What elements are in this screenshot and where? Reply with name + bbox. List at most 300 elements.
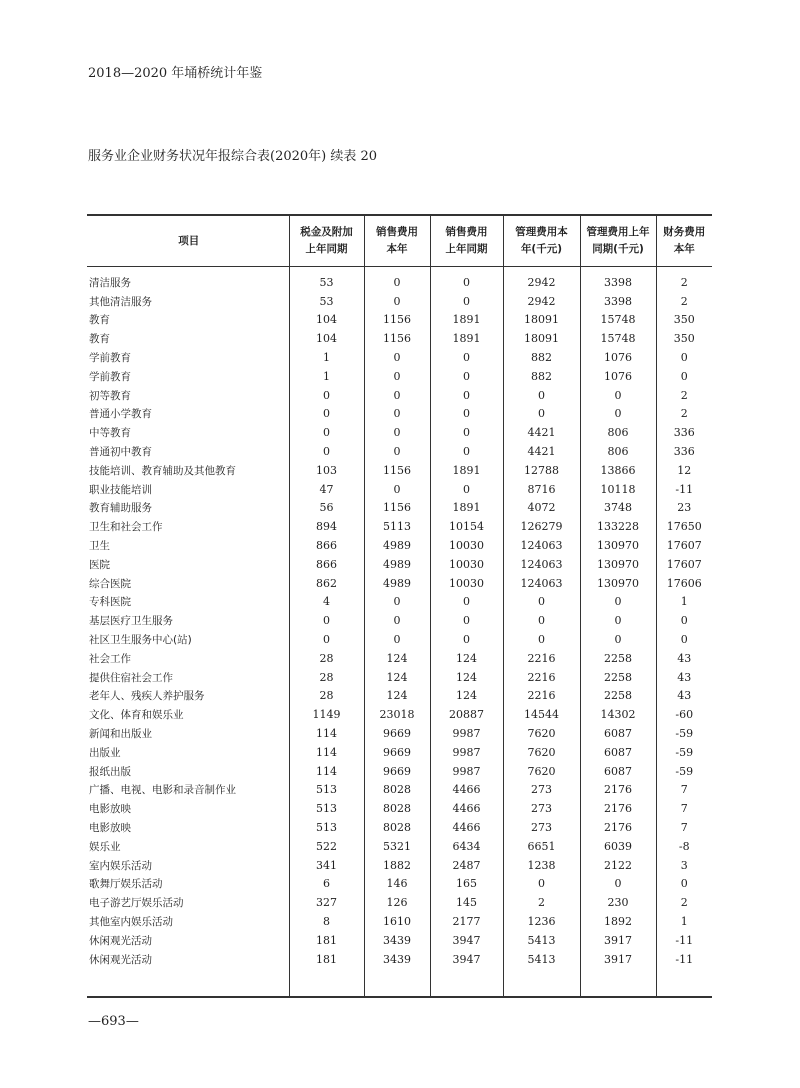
table-row — [87, 781, 712, 800]
table-cell: 1 — [289, 367, 364, 386]
table-cell: 0 — [364, 442, 430, 461]
table-cell: 1076 — [580, 348, 656, 367]
column-header-line: 同期(千元) — [592, 243, 644, 255]
table-cell: 2258 — [580, 668, 656, 687]
table-cell: 1 — [656, 912, 712, 931]
table-cell: 2258 — [580, 649, 656, 668]
row-label: 其他室内娱乐活动 — [89, 915, 173, 928]
table-cell: 6087 — [580, 762, 656, 781]
table-cell: 10030 — [430, 555, 503, 574]
table-cell: 9987 — [430, 724, 503, 743]
table-row — [87, 799, 712, 818]
table-row — [87, 517, 712, 536]
table-cell: 0 — [503, 875, 580, 894]
table-cell: 350 — [656, 329, 712, 348]
table-cell: 894 — [289, 517, 364, 536]
row-label: 新闻和出版业 — [89, 728, 152, 741]
table-cell: 0 — [289, 423, 364, 442]
column-header-line: 管理费用本 — [515, 226, 568, 238]
table-row — [87, 311, 712, 330]
table-cell: 1156 — [364, 499, 430, 518]
table-cell: 7 — [656, 781, 712, 800]
table-cell: 20887 — [430, 705, 503, 724]
table-cell: 0 — [503, 405, 580, 424]
row-label: 综合医院 — [89, 577, 131, 590]
table-cell: -59 — [656, 743, 712, 762]
table-cell: 2176 — [580, 781, 656, 800]
table-cell: -11 — [656, 950, 712, 969]
table-row — [87, 367, 712, 386]
row-label: 职业技能培训 — [89, 483, 152, 496]
table-cell: 0 — [656, 367, 712, 386]
table-cell: 0 — [580, 875, 656, 894]
table-cell: 1891 — [430, 311, 503, 330]
table-cell: 0 — [503, 611, 580, 630]
table-cell: 4 — [289, 593, 364, 612]
table-row — [87, 405, 712, 424]
table-cell: 1 — [289, 348, 364, 367]
table-cell: 0 — [289, 386, 364, 405]
table-cell: 2216 — [503, 668, 580, 687]
table-padding-row — [87, 968, 712, 997]
table-cell: 0 — [289, 442, 364, 461]
row-label: 教育 — [89, 314, 110, 327]
row-label: 休闲观光活动 — [89, 934, 152, 947]
table-cell: 1610 — [364, 912, 430, 931]
table-cell: 130970 — [580, 536, 656, 555]
table-cell: 0 — [430, 386, 503, 405]
table-row — [87, 687, 712, 706]
table-cell: 43 — [656, 649, 712, 668]
table-cell: 2177 — [430, 912, 503, 931]
table-row — [87, 837, 712, 856]
table-cell: 9669 — [364, 762, 430, 781]
table-cell: 124 — [364, 687, 430, 706]
table-cell: 0 — [656, 611, 712, 630]
table-cell: 0 — [364, 367, 430, 386]
table-cell: 53 — [289, 292, 364, 311]
table-cell: 124 — [430, 649, 503, 668]
table-cell: 4466 — [430, 818, 503, 837]
table-cell: 336 — [656, 442, 712, 461]
table-cell: 0 — [580, 405, 656, 424]
column-header-line: 项目 — [178, 234, 200, 247]
table-cell: 124 — [364, 649, 430, 668]
table-cell: 6434 — [430, 837, 503, 856]
table-cell: 0 — [503, 593, 580, 612]
column-header — [580, 215, 656, 267]
table-cell: 1892 — [580, 912, 656, 931]
column-header — [430, 215, 503, 267]
row-label: 电影放映 — [89, 822, 131, 834]
table-row — [87, 950, 712, 969]
table-cell: 130970 — [580, 555, 656, 574]
table-cell: 56 — [289, 499, 364, 518]
table-cell: 3 — [656, 856, 712, 875]
column-header-line: 销售费用 — [445, 226, 488, 238]
table-cell: 3398 — [580, 267, 656, 292]
table-cell: 8028 — [364, 781, 430, 800]
table-cell: 1891 — [430, 499, 503, 518]
row-label: 普通初中教育 — [89, 446, 152, 459]
table-row — [87, 499, 712, 518]
table-cell: 0 — [580, 630, 656, 649]
table-cell: 0 — [430, 630, 503, 649]
row-label: 歌舞厅娱乐活动 — [89, 878, 163, 891]
table-cell: 9987 — [430, 743, 503, 762]
row-label: 医院 — [89, 558, 110, 571]
table-row — [87, 574, 712, 593]
table-cell: -8 — [656, 837, 712, 856]
column-header-line: 年(千元) — [520, 243, 563, 255]
row-label: 技能培训、教育辅助及其他教育 — [89, 464, 236, 477]
table-cell: 181 — [289, 950, 364, 969]
table-cell: 43 — [656, 668, 712, 687]
table-cell: 23018 — [364, 705, 430, 724]
table-cell: 126 — [364, 893, 430, 912]
table-cell: 145 — [430, 893, 503, 912]
table-row — [87, 536, 712, 555]
table-cell: 0 — [364, 593, 430, 612]
table-cell: 2258 — [580, 687, 656, 706]
table-cell: 17650 — [656, 517, 712, 536]
table-cell: 0 — [430, 267, 503, 292]
table-row — [87, 267, 712, 292]
table-cell: 4989 — [364, 574, 430, 593]
table-cell: 230 — [580, 893, 656, 912]
table-row — [87, 893, 712, 912]
table-cell: 1156 — [364, 461, 430, 480]
row-label: 电影放映 — [89, 803, 131, 816]
column-header-line: 管理费用上年 — [586, 226, 650, 238]
table-cell: 0 — [364, 630, 430, 649]
table-cell: 0 — [430, 480, 503, 499]
table-cell: 6087 — [580, 743, 656, 762]
table-row — [87, 649, 712, 668]
table-cell: 7 — [656, 799, 712, 818]
table-cell: 2216 — [503, 687, 580, 706]
table-cell: 104 — [289, 329, 364, 348]
table-cell: 0 — [289, 630, 364, 649]
table-cell: 8 — [289, 912, 364, 931]
table-cell: 104 — [289, 311, 364, 330]
table-cell: 13866 — [580, 461, 656, 480]
column-header-line: 本年 — [673, 243, 695, 255]
row-label: 娱乐业 — [89, 840, 121, 853]
column-header-line: 本年 — [386, 243, 408, 255]
column-header-line: 销售费用 — [376, 226, 418, 238]
table-cell: 1891 — [430, 461, 503, 480]
table-cell: 806 — [580, 442, 656, 461]
table-row — [87, 912, 712, 931]
table-header-row — [87, 215, 712, 267]
table-cell: 2122 — [580, 856, 656, 875]
table-cell: 513 — [289, 781, 364, 800]
table-cell: 10154 — [430, 517, 503, 536]
table-cell: 341 — [289, 856, 364, 875]
table-cell: 10030 — [430, 574, 503, 593]
table-cell: 0 — [430, 611, 503, 630]
table-cell: -11 — [656, 931, 712, 950]
table-cell: 1236 — [503, 912, 580, 931]
row-label: 初等教育 — [89, 389, 131, 402]
table-cell: 0 — [430, 593, 503, 612]
table-cell: 6039 — [580, 837, 656, 856]
table-cell: 4466 — [430, 781, 503, 800]
table-cell: 0 — [364, 267, 430, 292]
row-label: 卫生 — [89, 540, 110, 553]
table-cell: 0 — [430, 348, 503, 367]
table-cell: 7620 — [503, 743, 580, 762]
table-cell: 0 — [503, 386, 580, 405]
table-cell: 513 — [289, 799, 364, 818]
table-row — [87, 593, 712, 612]
table-cell: 2 — [656, 405, 712, 424]
table-cell: 4989 — [364, 536, 430, 555]
table-cell: 124063 — [503, 574, 580, 593]
table-cell: 2942 — [503, 292, 580, 311]
table-cell: 0 — [430, 442, 503, 461]
table-cell: 146 — [364, 875, 430, 894]
table-row — [87, 386, 712, 405]
column-header-line: 税金及附加 — [300, 226, 353, 238]
table-cell: 0 — [364, 423, 430, 442]
row-label: 室内娱乐活动 — [89, 859, 152, 872]
empty-cell — [289, 968, 364, 997]
table-cell: 9987 — [430, 762, 503, 781]
row-label: 教育 — [89, 333, 110, 346]
table-cell: 882 — [503, 348, 580, 367]
row-label: 普通小学教育 — [89, 408, 152, 421]
table-cell: 10118 — [580, 480, 656, 499]
row-label: 专科医院 — [89, 596, 131, 609]
table-cell: 18091 — [503, 329, 580, 348]
table-cell: 1882 — [364, 856, 430, 875]
table-cell: 130970 — [580, 574, 656, 593]
column-header — [87, 215, 289, 267]
table-cell: 7620 — [503, 762, 580, 781]
table-cell: 5413 — [503, 931, 580, 950]
table-cell: 3748 — [580, 499, 656, 518]
table-cell: 9669 — [364, 743, 430, 762]
table-cell: 2176 — [580, 818, 656, 837]
table-cell: 6 — [289, 875, 364, 894]
table-cell: 2 — [656, 267, 712, 292]
table-cell: 6651 — [503, 837, 580, 856]
row-label: 清洁服务 — [89, 276, 131, 289]
table-cell: 866 — [289, 536, 364, 555]
table-cell: 124 — [430, 687, 503, 706]
table-cell: 18091 — [503, 311, 580, 330]
table-row — [87, 668, 712, 687]
table-cell: 53 — [289, 267, 364, 292]
table-cell: 0 — [430, 405, 503, 424]
table-cell: 1891 — [430, 329, 503, 348]
table-row — [87, 705, 712, 724]
table-cell: 273 — [503, 781, 580, 800]
table-row — [87, 856, 712, 875]
table-row — [87, 724, 712, 743]
table-cell: 0 — [364, 386, 430, 405]
table-cell: 1238 — [503, 856, 580, 875]
table-cell: 2487 — [430, 856, 503, 875]
table-cell: 181 — [289, 931, 364, 950]
table-cell: 522 — [289, 837, 364, 856]
table-cell: 43 — [656, 687, 712, 706]
table-row — [87, 555, 712, 574]
table-cell: 14302 — [580, 705, 656, 724]
table-cell: 1149 — [289, 705, 364, 724]
row-label: 文化、体育和娱乐业 — [89, 709, 184, 722]
table-cell: 126279 — [503, 517, 580, 536]
table-cell: 28 — [289, 687, 364, 706]
table-cell: 2 — [503, 893, 580, 912]
table-cell: 273 — [503, 799, 580, 818]
table-cell: 3947 — [430, 931, 503, 950]
table-cell: 0 — [364, 611, 430, 630]
table-cell: 28 — [289, 649, 364, 668]
table-cell: 133228 — [580, 517, 656, 536]
table-cell: 8028 — [364, 818, 430, 837]
table-cell: 17606 — [656, 574, 712, 593]
table-cell: 3947 — [430, 950, 503, 969]
table-row — [87, 931, 712, 950]
table-row — [87, 611, 712, 630]
table-cell: 882 — [503, 367, 580, 386]
table-cell: 5321 — [364, 837, 430, 856]
table-cell: 5113 — [364, 517, 430, 536]
table-cell: 7620 — [503, 724, 580, 743]
row-label: 基层医疗卫生服务 — [89, 615, 173, 628]
table-cell: 0 — [289, 611, 364, 630]
row-label: 教育辅助服务 — [89, 502, 152, 515]
table-cell: 2 — [656, 893, 712, 912]
table-cell: 9669 — [364, 724, 430, 743]
table-row — [87, 329, 712, 348]
row-label: 提供住宿社会工作 — [89, 671, 173, 684]
table-cell: 0 — [430, 423, 503, 442]
table-cell: 0 — [289, 405, 364, 424]
table-cell: 124063 — [503, 555, 580, 574]
table-cell: 336 — [656, 423, 712, 442]
table-row — [87, 630, 712, 649]
table-cell: -11 — [656, 480, 712, 499]
column-header — [503, 215, 580, 267]
row-label: 电子游艺厅娱乐活动 — [89, 897, 184, 910]
financial-table — [87, 214, 712, 998]
table-cell: -59 — [656, 724, 712, 743]
table-cell: 114 — [289, 743, 364, 762]
table-cell: 4421 — [503, 423, 580, 442]
table-row — [87, 423, 712, 442]
empty-cell — [503, 968, 580, 997]
table-cell: 124 — [430, 668, 503, 687]
table-row — [87, 818, 712, 837]
table-cell: 2 — [656, 292, 712, 311]
table-cell: 23 — [656, 499, 712, 518]
table-cell: 124063 — [503, 536, 580, 555]
table-cell: 327 — [289, 893, 364, 912]
table-cell: 17607 — [656, 555, 712, 574]
table-cell: 350 — [656, 311, 712, 330]
table-cell: 14544 — [503, 705, 580, 724]
empty-cell — [87, 968, 289, 997]
table-cell: -60 — [656, 705, 712, 724]
table-row — [87, 875, 712, 894]
table-cell: 15748 — [580, 311, 656, 330]
table-cell: 2176 — [580, 799, 656, 818]
row-label: 休闲观光活动 — [89, 953, 152, 966]
table-cell: 1156 — [364, 329, 430, 348]
table-cell: 3398 — [580, 292, 656, 311]
empty-cell — [656, 968, 712, 997]
table-cell: 8716 — [503, 480, 580, 499]
table-cell: 6087 — [580, 724, 656, 743]
table-cell: 3917 — [580, 931, 656, 950]
table-cell: 0 — [656, 348, 712, 367]
table-cell: 513 — [289, 818, 364, 837]
column-header-line: 财务费用 — [663, 226, 706, 238]
column-header-line: 上年同期 — [305, 243, 348, 255]
row-label: 社会工作 — [89, 652, 131, 665]
row-label: 广播、电视、电影和录音制作业 — [89, 784, 236, 797]
table-cell: 0 — [580, 386, 656, 405]
table-cell: 3439 — [364, 931, 430, 950]
table-row — [87, 461, 712, 480]
table-cell: 4072 — [503, 499, 580, 518]
table-cell: 15748 — [580, 329, 656, 348]
table-cell: 862 — [289, 574, 364, 593]
row-label: 社区卫生服务中心(站) — [89, 634, 192, 647]
row-label: 学前教育 — [89, 352, 131, 365]
table-cell: 28 — [289, 668, 364, 687]
table-cell: 5413 — [503, 950, 580, 969]
table-row — [87, 442, 712, 461]
table-cell: 4989 — [364, 555, 430, 574]
table-row — [87, 480, 712, 499]
table-cell: 165 — [430, 875, 503, 894]
table-cell: 3439 — [364, 950, 430, 969]
table-cell: 12788 — [503, 461, 580, 480]
table-caption: 服务业企业财务状况年报综合表(2020年) 续表 20 — [88, 149, 378, 164]
table-cell: 0 — [430, 367, 503, 386]
row-label: 出版业 — [89, 746, 121, 759]
empty-cell — [430, 968, 503, 997]
table-row — [87, 762, 712, 781]
row-label: 学前教育 — [89, 370, 131, 383]
table-cell: 7 — [656, 818, 712, 837]
table-cell: 1156 — [364, 311, 430, 330]
table-cell: 0 — [656, 875, 712, 894]
table-cell: 0 — [503, 630, 580, 649]
table-cell: 3917 — [580, 950, 656, 969]
table-cell: 17607 — [656, 536, 712, 555]
table-cell: 2 — [656, 386, 712, 405]
column-header-line: 上年同期 — [445, 243, 488, 255]
table-cell: 806 — [580, 423, 656, 442]
row-label: 卫生和社会工作 — [89, 521, 163, 534]
empty-cell — [580, 968, 656, 997]
table-cell: 124 — [364, 668, 430, 687]
table-cell: 103 — [289, 461, 364, 480]
table-cell: 0 — [364, 348, 430, 367]
page-number: —693— — [88, 1014, 139, 1029]
column-header — [364, 215, 430, 267]
table-cell: 12 — [656, 461, 712, 480]
table-cell: 8028 — [364, 799, 430, 818]
table-cell: 1076 — [580, 367, 656, 386]
table-row — [87, 743, 712, 762]
